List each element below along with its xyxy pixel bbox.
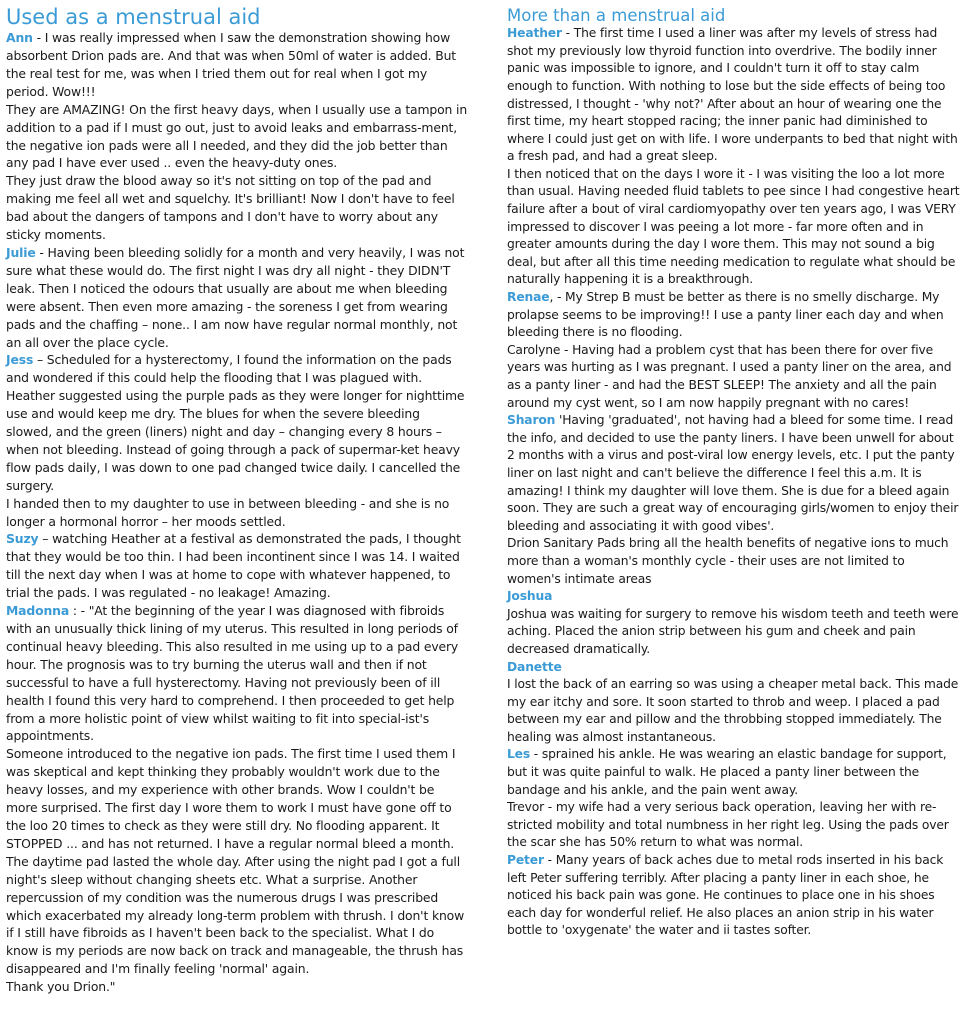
testimonial-author: Sharon	[507, 413, 556, 428]
testimonial-text: I handed then to my daughter to use in between bleeding - and she is no longer a hormonal horror – her moods settled.	[6, 495, 450, 529]
testimonial-text: I then noticed that on the days I wore it - I was visiting the loo a lot more than usual. Having needed fluid tablets to pee since I had congestive heart failure after a bout of viral cardiomyopathy over ten years ago, I was VERY impressed to discover I was peeing a lot more - far more often and in greater amounts during the day I wore them. This may not sound a big deal, but after all this time needing medication to regulate what should be naturally happening it is a breakthrough.	[507, 166, 960, 287]
testimonial-author: Jess	[6, 352, 34, 368]
testimonial-paragraph	[6, 853, 468, 978]
testimonial-paragraph	[507, 289, 962, 342]
testimonial-paragraph	[6, 530, 468, 602]
testimonial-paragraph	[6, 602, 468, 745]
right-column	[507, 0, 962, 940]
testimonial-paragraph	[507, 746, 962, 799]
testimonial-paragraph	[507, 659, 962, 677]
testimonial-author: Ann	[6, 30, 33, 46]
testimonial-paragraph	[6, 495, 468, 531]
right-heading: More than a menstrual aid	[507, 6, 726, 25]
right-testimonials	[507, 25, 962, 940]
testimonial-paragraph	[6, 29, 468, 101]
testimonial-text: I was really impressed when I saw the demonstration showing how absorbent Drion pads are. And that was when 50ml of water is added. But the real test for me, was when I tried them out for real when I got my period. Wow!!!	[6, 30, 456, 99]
testimonial-text: Carolyne - Having had a problem cyst that has been there for over five years was hurting as I was pregnant. I used a panty liner on the area, and as a panty liner - and had the BEST SLEEP! The anxiety and all the pain around my cyst went, so I am now happily pregnant with no cares!	[507, 342, 952, 410]
testimonial-paragraph	[6, 978, 468, 996]
testimonial-paragraph	[6, 745, 468, 852]
left-testimonials	[6, 29, 468, 996]
testimonial-text: My Strep B must be better as there is no smelly discharge. My prolapse seems to be improving!! I use a panty liner each day and when bleeding there is no flooding.	[507, 290, 944, 340]
testimonial-text: Scheduled for a hysterectomy, I found the information on the pads and wondered if this could help the flooding that I was plagued with. Heather suggested using the purple pads as they were longer for nighttime use and would keep me dry. The blues for when the severe bleeding slowed, and the green (liners) night and day – changing every 8 hours – when not bleeding. Instead of going through a pack of supermar-ket heavy flow pads daily, I was down to one pad changed twice daily. I cancelled the surgery.	[6, 352, 465, 493]
testimonial-paragraph	[6, 172, 468, 244]
testimonial-paragraph	[6, 101, 468, 173]
testimonial-author: Joshua	[507, 589, 553, 604]
testimonial-text: sprained his ankle. He was wearing an elastic bandage for support, but it was quite painful to walk. He placed a panty liner between the bandage and his ankle, and the pain went away.	[507, 747, 947, 797]
separator: , -	[549, 290, 566, 305]
testimonial-paragraph	[507, 166, 962, 289]
testimonial-text: Drion Sanitary Pads bring all the health benefits of negative ions to much more than a woman's monthly cycle - their uses are not limited to women's intimate areas	[507, 536, 949, 586]
testimonial-text: "At the beginning of the year I was diagnosed with fibroids with an unusually thick lining of my uterus. This resulted in long periods of continual heavy bleeding. This also resulted in me using up to a pad every hour. The prognosis was to try burning the uterus wall and then if not successful to have a full hysterectomy. Having not previously been of ill health I found this very hard to comprehend. I then proceeded to get help from a more holistic point of view whilst waiting to fit into special-ist's appointments.	[6, 603, 459, 744]
separator: -	[35, 244, 48, 260]
testimonial-paragraph	[507, 588, 962, 606]
testimonial-text: 'Having 'graduated', not having had a bleed for some time. I read the info, and decided to use the panty liners. I have been unwell for about 2 months with a virus and post-viral low energy levels, etc. I put the panty liner on last night and can't believe the difference I feel this a.m. It is amazing! I think my daughter will love them. She is due for a bleed again soon. They are such a great way of encouraging girls/women to enjoy their bleeding and associating it with good vibes'.	[507, 413, 959, 533]
testimonial-author: Danette	[507, 659, 562, 674]
testimonial-paragraph	[507, 852, 962, 940]
left-heading: Used as a menstrual aid	[6, 5, 261, 29]
testimonial-paragraph	[507, 799, 962, 852]
testimonial-paragraph	[6, 244, 468, 351]
testimonial-paragraph	[6, 351, 468, 494]
testimonial-text: The first time I used a liner was after my levels of stress had shot my previously low thyroid function into overdrive. The bodily inner panic was impossible to ignore, and I couldn't turn it off to stay calm enough to function. With nothing to lose but the side effects of being too distressed, I thought - 'why not?' After about an hour of wearing one the first time, my heart stopped racing; the inner panic had diminished to where I could just get on with life. I wore underpants to bed that night with a fresh pad, and had a great sleep.	[507, 26, 958, 164]
testimonial-paragraph	[507, 342, 962, 412]
separator: -	[530, 747, 542, 762]
separator: -	[543, 853, 556, 868]
testimonial-author: Renae	[507, 290, 550, 305]
testimonial-text: Someone introduced to the negative ion pads. The first time I used them I was skeptical and kept thinking they probably wouldn't work due to the heavy losses, and my experience with other brands. Wow I couldn't be more surprised. The first day I wore them to work I must have gone off to the loo 20 times to check as they were still dry. No flooding apparent. It STOPPED ... and has not returned. I have a regular normal bleed a month.	[6, 746, 456, 851]
testimonial-author: Madonna	[6, 603, 70, 619]
testimonial-author: Peter	[507, 853, 544, 868]
testimonial-author: Julie	[6, 244, 36, 260]
testimonial-text: Trevor - my wife had a very serious back operation, leaving her with re-stricted mobility and total numbness in her right leg. Using the pads over the scar she has 50% return to what was normal.	[507, 800, 949, 850]
testimonial-paragraph	[507, 412, 962, 535]
testimonial-text: Having been bleeding solidly for a month and very heavily, I was not sure what these would do. The first night I was dry all night - they DIDN'T leak. Then I noticed the odours that usually are about me when bleeding were absent. Then even more amazing - the soreness I get from wearing pads and the chaffing – none.. I am now have regular normal monthly, not an all over the place cycle.	[6, 244, 465, 350]
testimonial-text: The daytime pad lasted the whole day. After using the night pad I got a full night's sleep without changing sheets etc. What a surprise. Another repercussion of my condition was the numerous drugs I was prescribed which exacerbated my already long-term problem with thrush. I don't know if I still have fibroids as I haven't been back to the specialist. What I do know is my periods are now back on track and manageable, the thrush has disappeared and I'm finally feeling 'normal' again.	[6, 853, 465, 977]
testimonial-text: Joshua was waiting for surgery to remove his wisdom teeth and teeth were aching. Placed the anion strip between his gum and cheek and pain decreased dramatically.	[507, 606, 959, 656]
testimonial-text: watching Heather at a festival as demonstrated the pads, I thought that they would be too thin. I had been incontinent since I was 14. I waited till the next day when I was at home to cope with whatever happened, to trial the pads. I was regulated - no leakage! Amazing.	[6, 531, 461, 601]
testimonial-author: Les	[507, 747, 531, 762]
separator: -	[561, 26, 574, 41]
separator: : -	[69, 603, 89, 619]
testimonial-text: I lost the back of an earring so was using a cheaper metal back. This made my ear itchy and sore. It soon started to throb and weep. I placed a pad between my ear and pillow and the throbbing stopped immediately. The healing was almost instantaneous.	[507, 677, 959, 744]
left-column	[6, 0, 468, 996]
testimonial-paragraph	[507, 25, 962, 166]
testimonial-author: Heather	[507, 26, 562, 41]
testimonial-paragraph	[507, 535, 962, 588]
testimonial-text: They are AMAZING! On the first heavy days, when I usually use a tampon in addition to a pad if I must go out, just to avoid leaks and embarrass-ment, the negative ion pads were all I needed, and they did the job better than any pad I have ever used .. even the heavy-duty ones.	[6, 101, 468, 171]
separator: –	[38, 531, 53, 547]
testimonial-text: Many years of back aches due to metal rods inserted in his back left Peter suffering terribly. After placing a panty liner in each shoe, he noticed his back pain was gone. He continues to place one in his shoes each day for wonderful relief. He also places an anion strip in his water bottle to 'oxygenate' the water and ii tastes softer.	[507, 853, 944, 938]
testimonial-paragraph	[507, 606, 962, 659]
testimonial-paragraph	[507, 676, 962, 746]
testimonial-text: They just draw the blood away so it's not sitting on top of the pad and making me feel all wet and squelchy. It's brilliant! Now I don't have to feel bad about the dangers of tampons and I don't have to worry about any sticky moments.	[6, 173, 455, 243]
testimonial-text: Thank you Drion."	[6, 979, 116, 995]
separator: –	[33, 352, 47, 368]
testimonial-author: Suzy	[6, 531, 39, 547]
separator: -	[32, 30, 45, 46]
